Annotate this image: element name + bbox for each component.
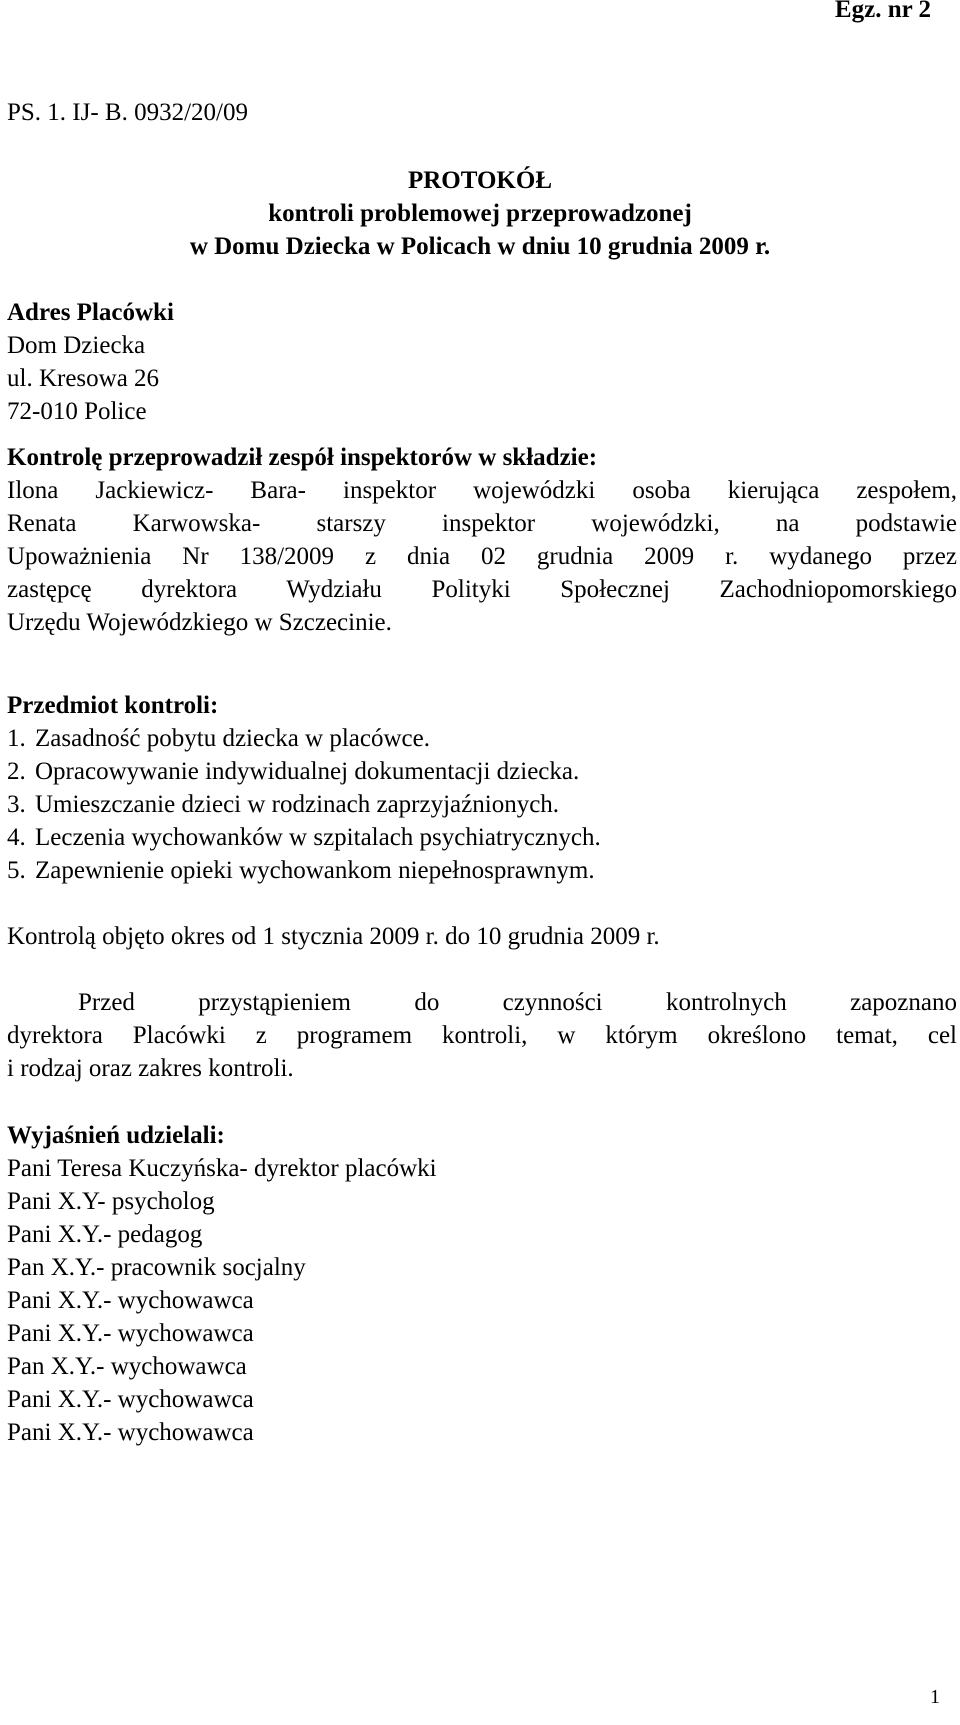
intro-paragraph <box>7 986 957 1085</box>
list-item <box>7 755 601 788</box>
title-line-1: PROTOKÓŁ <box>407 167 552 194</box>
item-text: Umieszczanie dzieci w rodzinach zaprzyjaźnionych. <box>35 791 560 818</box>
intro-line: dyrektora Placówki z programem kontroli, w którym określono temat, cel <box>7 1022 957 1049</box>
copy-number: Egz. nr 2 <box>834 0 931 23</box>
subject-heading: Przedmiot kontroli: <box>7 692 219 719</box>
item-number: 2. <box>7 758 26 785</box>
team-line: zastępcę dyrektora Wydziału Polityki Społecznej Zachodniopomorskiego <box>7 576 957 603</box>
inspection-team <box>7 441 957 639</box>
address-line: 72-010 Police <box>7 398 147 425</box>
intro-line: i rodzaj oraz zakres kontroli. <box>7 1055 294 1082</box>
item-number: 5. <box>7 857 26 884</box>
team-line: Urzędu Wojewódzkiego w Szczecinie. <box>7 609 392 636</box>
list-item <box>7 854 601 887</box>
title-line-3: w Domu Dziecka w Policach w dniu 10 grudnia 2009 r. <box>189 233 771 260</box>
explanations-heading: Wyjaśnień udzielali: <box>7 1122 225 1149</box>
item-text: Leczenia wychowanków w szpitalach psychiatrycznych. <box>35 824 601 851</box>
team-line: Renata Karwowska- starszy inspektor wojewódzki, na podstawie <box>7 510 957 537</box>
person-line: Pan X.Y.- pracownik socjalny <box>7 1254 306 1281</box>
list-item <box>7 821 601 854</box>
document-title <box>0 164 960 263</box>
item-text: Opracowywanie indywidualnej dokumentacji dziecka. <box>35 758 580 785</box>
team-heading: Kontrolę przeprowadził zespół inspektorów w składzie: <box>7 444 598 471</box>
team-line: Ilona Jackiewicz- Bara- inspektor wojewódzki osoba kierująca zespołem, <box>7 477 957 504</box>
person-line: Pani X.Y.- wychowawca <box>7 1320 254 1347</box>
item-text: Zapewnienie opieki wychowankom niepełnosprawnym. <box>35 857 595 884</box>
person-line: Pani X.Y.- wychowawca <box>7 1287 254 1314</box>
team-line: Upoważnienia Nr 138/2009 z dnia 02 grudnia 2009 r. wydanego przez <box>7 543 957 570</box>
item-number: 1. <box>7 725 26 752</box>
item-text: Zasadność pobytu dziecka w placówce. <box>35 725 430 752</box>
address-line: ul. Kresowa 26 <box>7 365 160 392</box>
explanations-block <box>7 1119 437 1449</box>
person-line: Pani X.Y.- pedagog <box>7 1221 203 1248</box>
list-item <box>7 788 601 821</box>
inspection-period: Kontrolą objęto okres od 1 stycznia 2009 r. do 10 grudnia 2009 r. <box>7 923 660 950</box>
person-line: Pan X.Y.- wychowawca <box>7 1353 247 1380</box>
reference-number: PS. 1. IJ- B. 0932/20/09 <box>7 99 249 126</box>
list-item <box>7 722 601 755</box>
item-number: 4. <box>7 824 26 851</box>
inspection-subject <box>7 689 601 887</box>
address-heading: Adres Placówki <box>7 299 174 326</box>
title-line-2: kontroli problemowej przeprowadzonej <box>268 200 692 227</box>
person-line: Pani X.Y.- wychowawca <box>7 1386 254 1413</box>
item-number: 3. <box>7 791 26 818</box>
intro-line: Przed przystąpieniem do czynności kontrolnych zapoznano <box>78 989 957 1016</box>
subject-list <box>7 722 601 887</box>
person-line: Pani X.Y- psycholog <box>7 1188 215 1215</box>
address-block <box>7 296 174 428</box>
person-line: Pani Teresa Kuczyńska- dyrektor placówki <box>7 1155 437 1182</box>
person-line: Pani X.Y.- wychowawca <box>7 1419 254 1446</box>
page-number: 1 <box>930 1686 940 1708</box>
address-line: Dom Dziecka <box>7 332 146 359</box>
